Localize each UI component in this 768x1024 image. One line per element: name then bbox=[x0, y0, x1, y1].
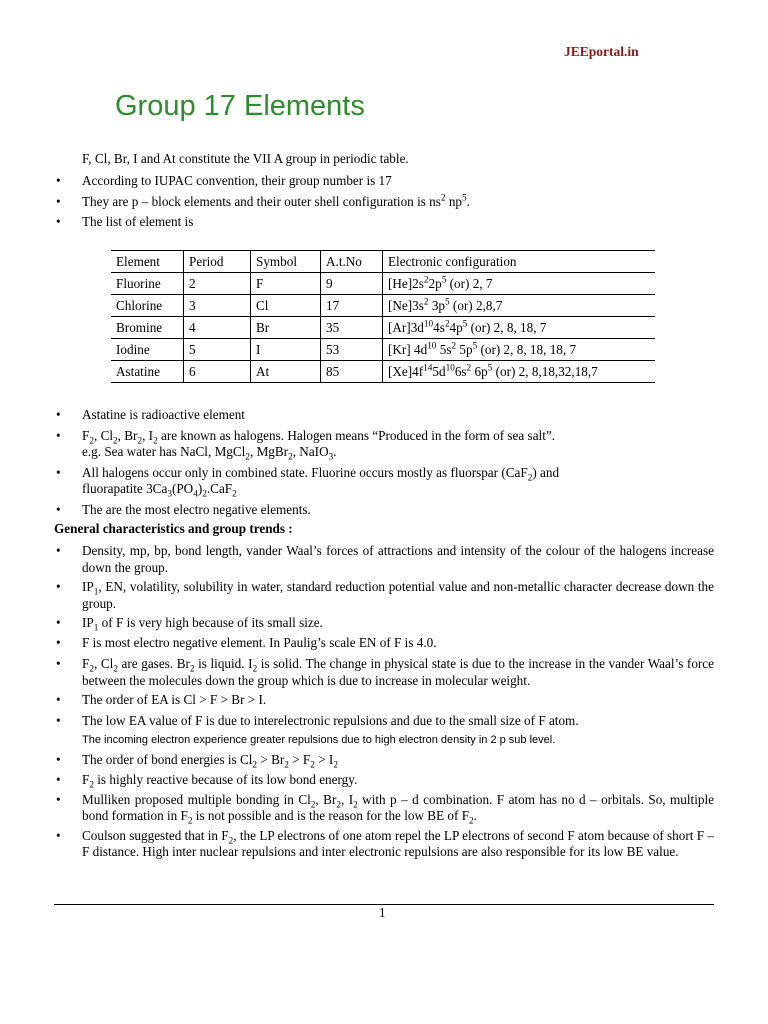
table-cell: I bbox=[251, 339, 321, 361]
table-cell: Br bbox=[251, 317, 321, 339]
bullet-astatine: • Astatine is radioactive element bbox=[56, 407, 245, 422]
config-cell: $[He]2s^22p^5$ (or) 2, 7 bbox=[383, 273, 656, 295]
table-header: Electronic configuration bbox=[383, 251, 656, 273]
table-row bbox=[111, 361, 655, 383]
config-cell: $[Ar]3d^{10}4s^24p^5$ (or) 2, 8, 18, 7 bbox=[383, 317, 656, 339]
bullet-iupac: • According to IUPAC convention, their group number is 17 bbox=[56, 173, 392, 188]
characteristics-bullets bbox=[0, 543, 768, 861]
config-cell: $[Ne]3s^2$ $3p^5$ (or) 2,8,7 bbox=[383, 295, 656, 317]
bullet-g11: • Coulson suggested that in $F_2$, the LP electrons of one atom repel the LP electrons of second F atom because of short F – F distance. High inter nuclear repulsions and inter electronic repulsions are also responsible for its low BE value. bbox=[56, 827, 714, 859]
intro-bullets bbox=[0, 171, 768, 233]
table-row bbox=[111, 317, 655, 339]
bullet-g9: • $F_2$ is highly reactive because of its low bond energy. bbox=[56, 772, 358, 790]
table-cell: 2 bbox=[184, 273, 251, 295]
section-heading: General characteristics and group trends : bbox=[54, 521, 293, 536]
sea-water-example: e.g. Sea water has NaCl, MgCl$_2$, MgBr$_2$, NaIO$_3$. bbox=[82, 444, 337, 462]
bullet-electronegative: • The are the most electro negative elements. bbox=[56, 501, 311, 517]
bullet-g1: • Density, mp, bp, bond length, vander Waal’s forces of attractions and intensity of the colour of the halogens increase down the group. bbox=[56, 543, 714, 575]
bullet-list-intro: • The list of element is bbox=[56, 214, 194, 229]
site-brand: JEEportal.in bbox=[564, 44, 639, 59]
page-title: Group 17 Elements bbox=[115, 90, 365, 122]
table-cell: 6 bbox=[184, 361, 251, 383]
table-cell: Astatine bbox=[111, 361, 184, 383]
elements-table bbox=[111, 250, 655, 383]
bullet-combined-state: • All halogens occur only in combined state. Fluorine occurs mostly as fluorspar (CaF$_2$) and fluorapatite $3Ca_3(PO_4)_2.CaF_2$ bbox=[56, 464, 560, 499]
table-header: Period bbox=[184, 251, 251, 273]
table-cell: Cl bbox=[251, 295, 321, 317]
table-header-row bbox=[111, 251, 655, 273]
table-header: A.t.No bbox=[321, 251, 383, 273]
config-cell: $[Xe]4f^{14}5d^{10}6s^2$ $6p^5$ (or) 2, 8,18,32,18,7 bbox=[383, 361, 656, 383]
intro-text: F, Cl, Br, I and At constitute the VII A group in periodic table. bbox=[82, 151, 409, 166]
bullet-halogens: • $F_2$, $Cl_2$, $Br_2$, $I_2$ are known as halogens. Halogen means “Produced in the form of sea salt”. e.g. Sea water has NaCl, MgCl$_2$, MgBr$_2$, NaIO$_3$. bbox=[0, 428, 714, 461]
table-cell: 9 bbox=[321, 273, 383, 295]
table-row bbox=[111, 339, 655, 361]
table-cell: Chlorine bbox=[111, 295, 184, 317]
repulsion-note: The incoming electron experience greater repulsions due to high electron density in 2 p sub level. bbox=[82, 734, 556, 746]
bullet-config: • They are p – block elements and their outer shell configuration is $ns^2$ $np^5$. bbox=[56, 192, 470, 209]
config-cell: [Kr] $4d^{10}$ $5s^2$ $5p^5$ (or) 2, 8, 18, 18, 7 bbox=[383, 339, 656, 361]
bullet-g7: • The low EA value of F is due to interelectronic repulsions and due to the small size of F atom. The incoming electron experience greater repulsions due to high electron density in 2 p sub level. bbox=[0, 713, 714, 749]
table-cell: Iodine bbox=[111, 339, 184, 361]
table-cell: 5 bbox=[184, 339, 251, 361]
bullet-g5: • $F_2$, $Cl_2$ are gases. $Br_2$ is liquid. $I_2$ is solid. The change in physical state is due to the increase in the vander Waal’s force between the molecules down the group which is due to increase in molecular weight. bbox=[56, 656, 715, 688]
table-row bbox=[111, 273, 655, 295]
table-cell: 53 bbox=[321, 339, 383, 361]
table-cell: 85 bbox=[321, 361, 383, 383]
bullet-g3: • $IP_1$ of F is very high because of its small size. bbox=[56, 615, 323, 633]
table-cell: 3 bbox=[184, 295, 251, 317]
page-number: 1 bbox=[379, 905, 386, 920]
table-cell: At bbox=[251, 361, 321, 383]
table-cell: F bbox=[251, 273, 321, 295]
table-cell: 4 bbox=[184, 317, 251, 339]
table-cell: 17 bbox=[321, 295, 383, 317]
bullet-g2: • $IP_1$, EN, volatility, solubility in water, standard reduction potential value and non-metallic character decrease down the group. bbox=[56, 579, 714, 611]
table-cell: 35 bbox=[321, 317, 383, 339]
facts-bullets bbox=[0, 407, 768, 518]
table-cell: Bromine bbox=[111, 317, 184, 339]
bullet-g6: • The order of EA is Cl > F > Br > I. bbox=[56, 692, 267, 707]
table-row bbox=[111, 295, 655, 317]
bullet-g10: • Mulliken proposed multiple bonding in $Cl_2$, $Br_2$, $I_2$ with p – d combination. F atom has no d – orbitals. So, multiple bond formation in $F_2$ is not possible and is the reason for the low BE of $F_2$. bbox=[56, 791, 714, 826]
table-header: Element bbox=[111, 251, 184, 273]
bullet-g4: • F is most electro negative element. In Paulig’s scale EN of F is 4.0. bbox=[56, 634, 437, 650]
table-cell: Fluorine bbox=[111, 273, 184, 295]
bullet-g8: • The order of bond energies is $Cl_2 > Br_2 > F_2 > I_2$ bbox=[56, 751, 338, 770]
table-header: Symbol bbox=[251, 251, 321, 273]
